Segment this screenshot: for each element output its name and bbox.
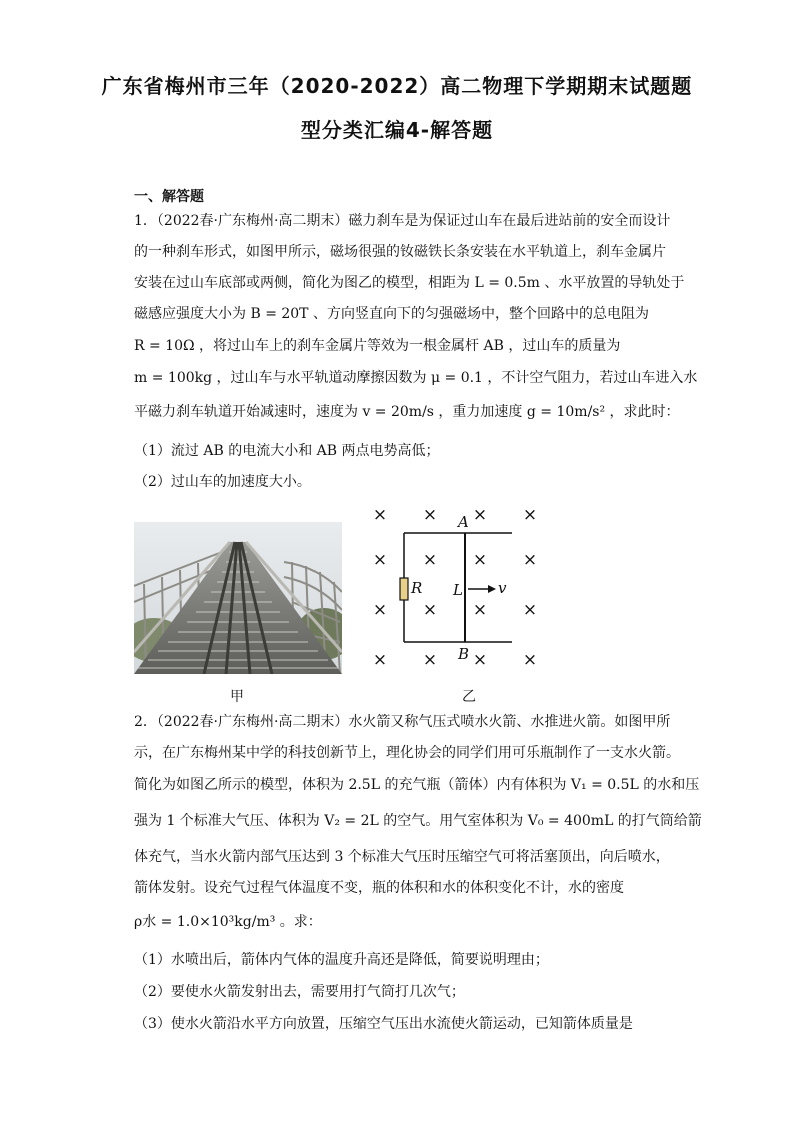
q2-line-1: 2．（2022春·广东梅州·高二期末）水火箭又称气压式喷水火箭、水推进火箭。如图甲所 <box>134 714 671 730</box>
velocity-arrow-head <box>488 585 496 593</box>
q2-line-2: 示，在广东梅州某中学的科技创新节上，理化协会的同学们用可乐瓶制作了一支水火箭。 <box>134 745 680 761</box>
field-cross: × <box>472 600 488 620</box>
page-title-line-1: 广东省梅州市三年（2020-2022）高二物理下学期期末试题题 <box>101 74 693 98</box>
q1-line-6: m = 100kg ，过山车与水平轨道动摩擦因数为 μ = 0.1 ，不计空气阻力，若过山车进入水 <box>134 370 698 386</box>
figure-caption-jia: 甲 <box>230 689 244 705</box>
field-cross: × <box>422 505 438 525</box>
q1-line-7: 平磁力刹车轨道开始减速时，速度为 v = 20m/s ，重力加速度 g = 10m/s² ，求此时： <box>134 404 680 420</box>
field-cross: × <box>372 505 388 525</box>
field-cross: × <box>522 600 538 620</box>
q1-line-2: 的一种刹车形式，如图甲所示，磁场很强的钕磁铁长条安装在水平轨道上，刹车金属片 <box>134 244 666 260</box>
field-cross: × <box>372 550 388 570</box>
resistor <box>400 578 408 600</box>
field-cross: × <box>522 650 538 670</box>
label-a: A <box>458 513 469 531</box>
q2-line-6: 箭体发射。设充气过程气体温度不变，瓶的体积和水的体积变化不计，水的密度 <box>134 880 624 896</box>
q2-part-1: （1）水喷出后，箭体内气体的温度升高还是降低，简要说明理由； <box>134 952 549 968</box>
roller-coaster-photo <box>134 522 342 674</box>
circuit-diagram <box>360 500 560 670</box>
q2-part-2: （2）要使水火箭发射出去，需要用打气筒打几次气； <box>134 984 465 1000</box>
q2-line-3: 简化为如图乙所示的模型，体积为 2.5L 的充气瓶（箭体）内有体积为 V₁ = 0.5L 的水和压 <box>134 777 700 793</box>
label-r: R <box>411 579 423 597</box>
label-b: B <box>458 645 470 663</box>
field-cross: × <box>372 650 388 670</box>
field-cross: × <box>522 550 538 570</box>
label-v: v <box>498 579 507 597</box>
q1-line-4: 磁感应强度大小为 B = 20T 、方向竖直向下的匀强磁场中，整个回路中的总电阻为 <box>134 306 649 322</box>
field-cross: × <box>472 550 488 570</box>
field-cross: × <box>522 505 538 525</box>
field-cross: × <box>422 550 438 570</box>
q1-line-5: R = 10Ω ，将过山车上的刹车金属片等效为一根金属杆 AB ，过山车的质量为 <box>134 338 621 354</box>
field-cross: × <box>472 505 488 525</box>
figure-caption-yi: 乙 <box>462 689 476 705</box>
field-cross: × <box>422 600 438 620</box>
q2-line-4: 强为 1 个标准大气压、体积为 V₂ = 2L 的空气。用气室体积为 V₀ = 400mL 的打气筒给箭 <box>134 813 702 829</box>
q1-line-1: 1．（2022春·广东梅州·高二期末）磁力刹车是为保证过山车在最后进站前的安全而设计 <box>134 213 671 229</box>
q1-part-1: （1）流过 AB 的电流大小和 AB 两点电势高低； <box>134 443 440 459</box>
field-cross: × <box>472 650 488 670</box>
page-title-line-2: 型分类汇编4-解答题 <box>300 118 494 142</box>
q2-line-5: 体充气，当水火箭内部气压达到 3 个标准大气压时压缩空气可将活塞顶出，向后喷水， <box>134 849 670 865</box>
q2-part-3: （3）使水火箭沿水平方向放置，压缩空气压出水流使火箭运动，已知箭体质量是 <box>134 1016 633 1032</box>
q1-line-3: 安装在过山车底部或两侧，简化为图乙的模型，相距为 L = 0.5m 、水平放置的导轨处于 <box>134 275 685 291</box>
section-heading: 一、解答题 <box>134 189 204 205</box>
field-cross: × <box>372 600 388 620</box>
label-l: L <box>453 581 463 599</box>
roller-coaster-illustration <box>134 522 342 674</box>
field-cross: × <box>422 650 438 670</box>
q2-line-7: ρ水 = 1.0×10³kg/m³ 。求： <box>134 914 322 930</box>
q1-part-2: （2）过山车的加速度大小。 <box>134 474 311 490</box>
